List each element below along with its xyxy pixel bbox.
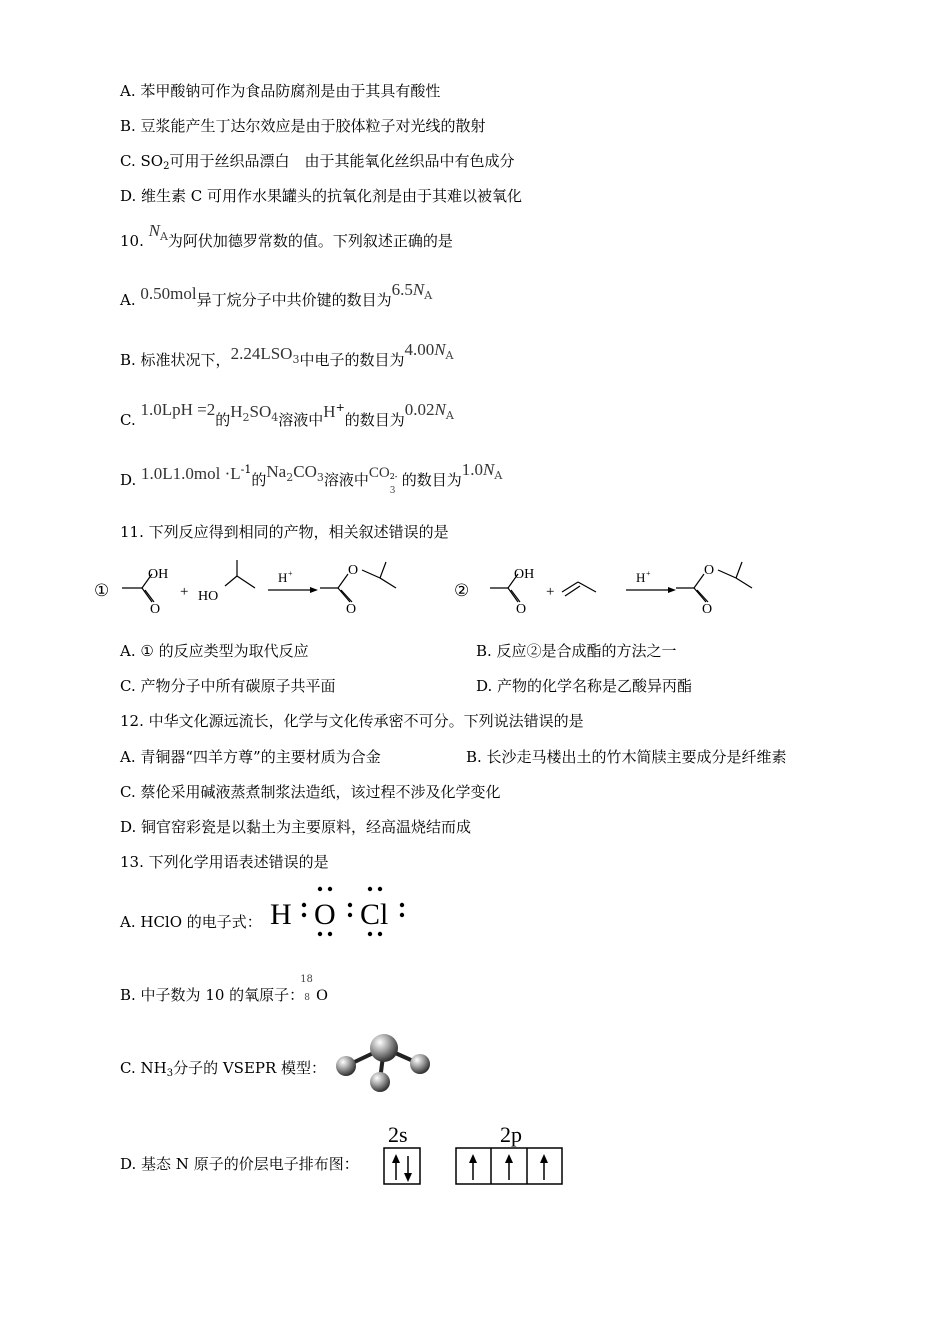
- r1-acid-bond-co-2: [145, 590, 154, 602]
- r1-alc-bond-1: [225, 576, 237, 586]
- q10-d-ion-sub: 3: [389, 486, 396, 496]
- q9-option-a: A. 苯甲酸钠可作为食品防腐剂是由于其具有酸性: [120, 82, 441, 100]
- r2-alkene-bond-1b: [565, 586, 580, 596]
- p2-carbonyl-o: O: [702, 602, 713, 617]
- q10-c-text2: 的数目为: [344, 411, 405, 429]
- q13-option-b: [120, 974, 328, 1006]
- q10-stem-text: 为阿伏加德罗常数的值。下列叙述正确的是: [167, 232, 453, 250]
- q12-option-c: C. 蔡伦采用碱液蒸煮制浆法造纸，该过程不涉及化学变化: [120, 783, 501, 801]
- r1-alc-ho: HO: [198, 589, 219, 604]
- q10-b-na-sub: A: [445, 349, 454, 362]
- q10-option-a: [120, 280, 432, 322]
- vsepr-ball-left: [336, 1056, 356, 1076]
- r2-arrow-head: [668, 587, 676, 593]
- q13-stem: 13. 下列化学用语表述错误的是: [120, 853, 329, 871]
- r2-plus: +: [546, 584, 555, 600]
- r1-arrow-head: [310, 587, 318, 593]
- r2-acid-bond-co: [508, 588, 518, 602]
- q10-a-na: N: [412, 280, 425, 299]
- r2-acid-o: O: [516, 602, 527, 617]
- q10-c-text: 溶液中: [278, 411, 324, 429]
- q13-c-post: 分子的 VSEPR 模型：: [173, 1059, 327, 1077]
- p1-bond-5: [380, 578, 396, 588]
- q9-option-c: [120, 151, 514, 177]
- q10-d-text2: 的数目为: [401, 471, 462, 489]
- r1-catalyst-sup: +: [288, 569, 293, 578]
- q10-a-label: A.: [120, 291, 141, 309]
- r2-alkene-bond-2: [578, 582, 596, 592]
- q10-num: 10.: [120, 232, 149, 250]
- oxygen-symbol: O: [316, 987, 328, 1004]
- q10-c-h: H: [323, 402, 336, 421]
- q10-a-text: 异丁烷分子中共价键的数目为: [196, 291, 392, 309]
- q10-c-val: 0.02: [404, 400, 435, 419]
- q10-c-so4: SO: [249, 402, 272, 421]
- q10-a-amount: 0.50mol: [140, 284, 197, 303]
- q12-option-b: B. 长沙走马楼出土的竹木简牍主要成分是纤维素: [466, 748, 787, 766]
- q10-c-so4-sub: 4: [271, 411, 279, 424]
- q10-c-label: C.: [120, 411, 141, 429]
- p1-bond-4: [380, 562, 386, 578]
- nh3-vsepr-model: [330, 1030, 438, 1094]
- q11-option-c: C. 产物分子中所有碳原子共平面: [120, 677, 336, 695]
- q11-option-a: A. ① 的反应类型为取代反应: [120, 642, 309, 660]
- q13-c-pre: C. NH: [120, 1059, 167, 1077]
- q9-option-b: B. 豆浆能产生丁达尔效应是由于胶体粒子对光线的散射: [120, 117, 486, 135]
- r2-alkene-bond-1: [562, 582, 578, 592]
- q10-d-co3: CO: [293, 462, 317, 481]
- r1-plus: +: [180, 584, 189, 600]
- hclo-electron-formula: [266, 884, 416, 940]
- oxygen-isotope-scripts: [300, 974, 316, 1006]
- vsepr-ball-bottom: [370, 1072, 390, 1092]
- r2-acid-oh: OH: [514, 567, 535, 582]
- p2-bond-co-2: [697, 590, 708, 602]
- p2-bond-5: [736, 578, 752, 588]
- q10-d-ion-scripts: [389, 463, 402, 496]
- p2-bond-4: [736, 562, 742, 578]
- r1-alc-bond-3: [237, 576, 255, 588]
- q10-na-sub: A: [159, 230, 168, 243]
- p1-bond-co-2: [341, 590, 352, 602]
- orbital-2p-label: 2p: [500, 1122, 522, 1147]
- q10-b-val: 4.00: [404, 340, 435, 359]
- q9-c-sub: 2: [163, 161, 170, 172]
- hclo-o: O: [314, 898, 336, 931]
- p1-ester-o: O: [348, 563, 359, 578]
- r1-catalyst: H: [278, 570, 288, 585]
- q9-c-pre: C. SO: [120, 152, 164, 170]
- q10-b-label: B. 标准状况下，: [120, 351, 231, 369]
- r2-catalyst-sup: +: [646, 569, 651, 578]
- q10-d-na2-sub: 2: [286, 471, 294, 484]
- p1-bond-co: [338, 588, 350, 602]
- q10-option-b: [120, 340, 454, 382]
- orbital-electron-arrows: [396, 1156, 544, 1180]
- q10-na: N: [148, 221, 160, 240]
- orbital-2s-box: [384, 1148, 420, 1184]
- q9-option-d: D. 维生素 C 可用作水果罐头的抗氧化剂是由于其难以被氧化: [120, 187, 523, 205]
- q10-d-de: 的: [251, 471, 267, 489]
- q12-option-d: D. 铜官窑彩瓷是以黏土为主要原料，经高温烧结而成: [120, 818, 472, 836]
- hclo-h: H: [270, 898, 292, 931]
- q10-b-sub: 3: [292, 353, 300, 366]
- r2-acid-bond-co-2: [511, 590, 520, 602]
- orbital-2s-label: 2s: [388, 1122, 408, 1147]
- p2-bond-3: [718, 570, 736, 578]
- p1-bond-2: [338, 574, 348, 588]
- q10-b-amount: 2.24LSO: [230, 344, 293, 363]
- q10-d-label: D.: [120, 471, 142, 489]
- q10-d-na: N: [482, 460, 495, 479]
- r1-number: ①: [94, 581, 110, 600]
- q13-option-d-label: D. 基态 N 原子的价层电子排布图：: [120, 1155, 359, 1173]
- hclo-cl: Cl: [360, 898, 389, 931]
- q11-option-b: B. 反应②是合成酯的方法之一: [476, 642, 677, 660]
- q10-d-na2: Na: [266, 462, 287, 481]
- q10-c-amount: 1.0LpH =2: [140, 400, 216, 419]
- q10-option-d: [120, 460, 502, 502]
- q10-b-text: 中电子的数目为: [299, 351, 405, 369]
- q13-c-sub: 3: [166, 1068, 174, 1079]
- r1-acid-oh: OH: [148, 567, 169, 582]
- p1-carbonyl-o: O: [346, 602, 357, 617]
- r2-catalyst: H: [636, 570, 646, 585]
- p2-bond-co: [694, 588, 706, 602]
- oxygen-atomic-number: 8: [304, 993, 310, 1003]
- nitrogen-orbital-diagram: [380, 1118, 568, 1190]
- q10-d-text: 溶液中: [323, 471, 369, 489]
- q12-option-a: A. 青铜器“四羊方尊”的主要材质为合金: [120, 748, 381, 766]
- p2-bond-2: [694, 574, 704, 588]
- q10-d-co3-sub: 3: [316, 471, 324, 484]
- vsepr-ball-center: [370, 1034, 398, 1062]
- q10-d-val: 1.0: [461, 460, 483, 479]
- q10-d-ion-sup: 2-: [389, 472, 398, 481]
- q10-stem: [120, 221, 453, 263]
- q11-option-d: D. 产物的化学名称是乙酸异丙酯: [476, 677, 693, 695]
- q10-b-na: N: [434, 340, 446, 359]
- q10-d-ion: CO: [368, 465, 390, 481]
- q12-stem: 12. 中华文化源远流长，化学与文化传承密不可分。下列说法错误的是: [120, 712, 584, 730]
- oxygen-mass-number: 18: [300, 974, 313, 985]
- q11-stem: 11. 下列反应得到相同的产物，相关叙述错误的是: [120, 523, 449, 541]
- q10-c-na-sub: A: [445, 409, 454, 422]
- vsepr-ball-right: [410, 1054, 430, 1074]
- q10-a-val: 6.5: [391, 280, 413, 299]
- p1-bond-3: [362, 570, 380, 578]
- q9-c-post: 可用于丝织品漂白 由于其能氧化丝织品中有色成分: [169, 152, 515, 170]
- r1-acid-bond-co: [142, 588, 152, 602]
- q10-c-na: N: [434, 400, 446, 419]
- q10-d-amount-sup: -1: [240, 463, 252, 476]
- r1-acid-o: O: [150, 602, 161, 617]
- q10-a-na-sub: A: [424, 289, 433, 302]
- p2-ester-o: O: [704, 563, 715, 578]
- q10-c-de: 的: [215, 411, 231, 429]
- q13-option-c: [120, 1058, 326, 1084]
- q10-c-h2: H: [230, 402, 243, 421]
- q11-reaction-scheme: [90, 558, 850, 620]
- q10-d-na-sub: A: [494, 469, 503, 482]
- q13-b-label: B. 中子数为 10 的氧原子：: [120, 986, 305, 1004]
- q13-option-a-label: A. HClO 的电子式：: [120, 913, 262, 931]
- r2-number: ②: [454, 581, 470, 600]
- q10-d-amount: 1.0L1.0mol ·L: [141, 464, 241, 483]
- q10-c-h-sup: +: [335, 401, 345, 414]
- q10-c-h2-sub: 2: [242, 411, 250, 424]
- q10-option-c: [120, 400, 454, 442]
